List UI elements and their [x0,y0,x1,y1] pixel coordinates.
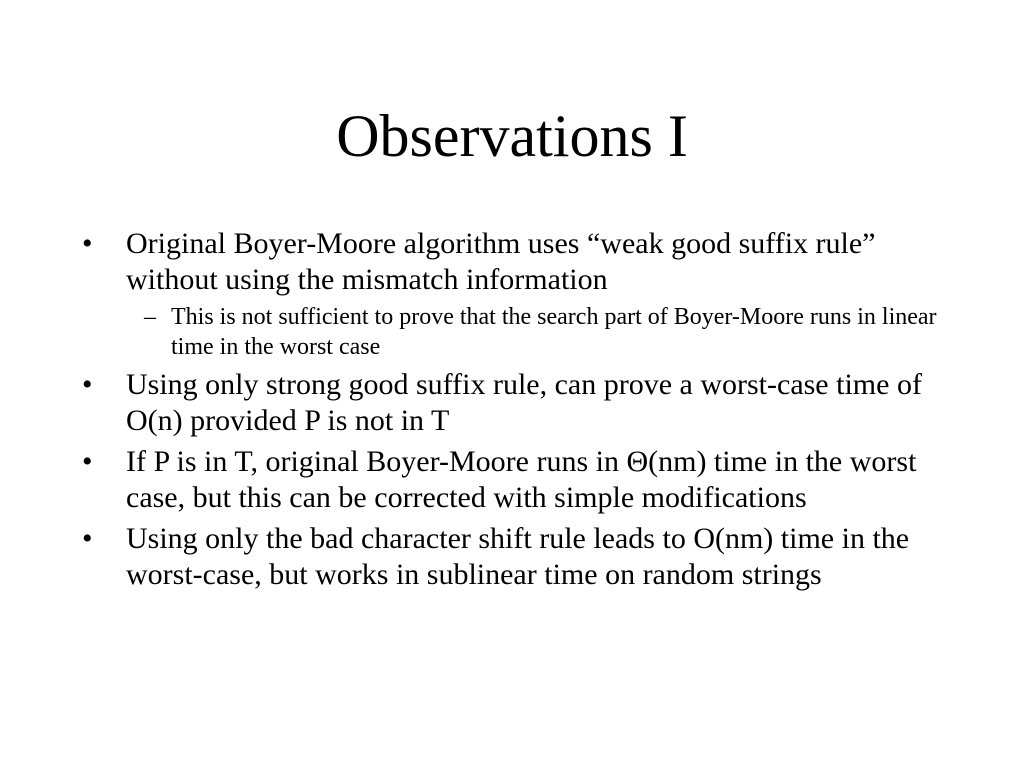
sub-bullet-item [126,302,952,362]
bullet-text: Using only strong good suffix rule, can prove a worst-case time of O(n) provided P is not in T [126,368,922,437]
bullet-text: Original Boyer-Moore algorithm uses “weak good suffix rule” without using the mismatch information [126,227,876,296]
bullet-item [82,226,952,362]
bullet-marker: • [82,522,93,555]
bullet-text: If P is in T, original Boyer-Moore runs in Θ(nm) time in the worst case, but this can be corrected with simple modifications [126,445,917,514]
bullet-list [82,226,952,598]
bullet-marker: • [82,445,93,478]
bullet-item [82,444,952,516]
sub-bullet-marker: – [144,304,156,330]
sub-bullet-list [126,302,952,362]
bullet-item [82,521,952,593]
sub-bullet-text: This is not sufficient to prove that the search part of Boyer-Moore runs in linear time in the worst case [171,304,937,360]
bullet-marker: • [82,227,93,260]
bullet-marker: • [82,368,93,401]
slide-title: Observations I [336,103,688,169]
bullet-item [82,367,952,439]
bullet-text: Using only the bad character shift rule leads to O(nm) time in the worst-case, but works in sublinear time on random strings [126,522,910,591]
